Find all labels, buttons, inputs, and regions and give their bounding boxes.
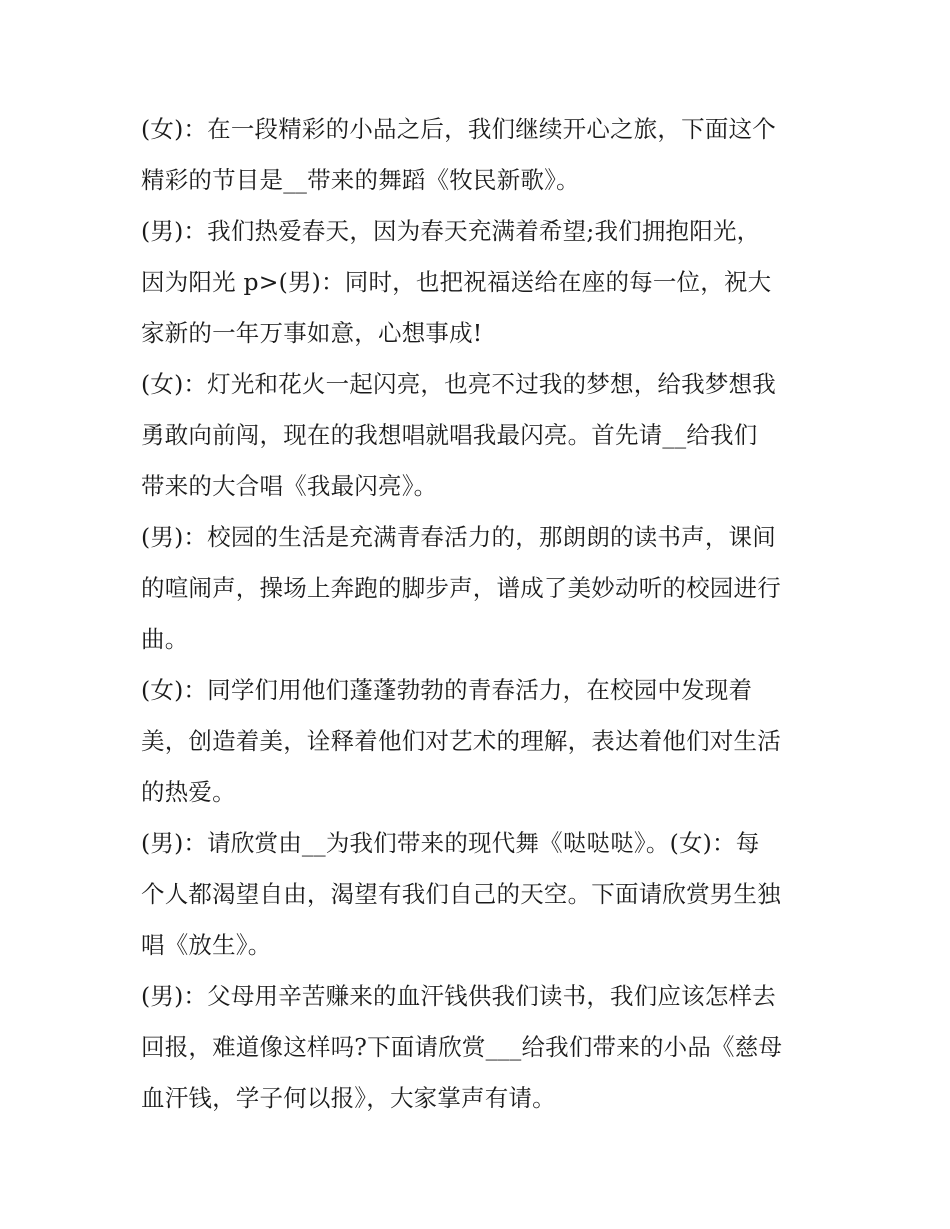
text-line: (男)：请欣赏由__为我们带来的现代舞《哒哒哒》。(女)：每 bbox=[141, 829, 760, 857]
text-line: 的喧闹声，操场上奔跑的脚步声，谱成了美妙动听的校园进行 bbox=[141, 574, 781, 602]
text-line: (男)：父母用辛苦赚来的血汗钱供我们读书，我们应该怎样去 bbox=[141, 982, 776, 1010]
text-line: (女)：灯光和花火一起闪亮，也亮不过我的梦想，给我梦想我 bbox=[141, 370, 776, 398]
text-line: 精彩的节目是__带来的舞蹈《牧民新歌》。 bbox=[141, 166, 580, 194]
text-line: 个人都渴望自由，渴望有我们自己的天空。下面请欣赏男生独 bbox=[141, 880, 781, 908]
text-line: 唱《放生》。 bbox=[141, 931, 272, 959]
text-line: 因为阳光 p>(男)：同时，也把祝福送给在座的每一位，祝大 bbox=[141, 268, 772, 296]
text-line: 家新的一年万事如意，心想事成! bbox=[141, 319, 483, 347]
text-line: 美，创造着美，诠释着他们对艺术的理解，表达着他们对生活 bbox=[141, 727, 781, 755]
text-line: (女)：同学们用他们蓬蓬勃勃的青春活力，在校园中发现着 bbox=[141, 676, 753, 704]
text-line: 回报，难道像这样吗?下面请欣赏___给我们带来的小品《慈母 bbox=[141, 1033, 783, 1061]
text-line: 勇敢向前闯，现在的我想唱就唱我最闪亮。首先请__给我们 bbox=[141, 421, 758, 449]
text-line: 的热爱。 bbox=[141, 778, 236, 806]
text-line: (男)：校园的生活是充满青春活力的，那朗朗的读书声，课间 bbox=[141, 523, 776, 551]
text-line: (女)：在一段精彩的小品之后，我们继续开心之旅，下面这个 bbox=[141, 115, 776, 143]
document-body bbox=[141, 104, 816, 1124]
text-line: 血汗钱，学子何以报》，大家掌声有请。 bbox=[141, 1084, 556, 1112]
text-line: 带来的大合唱《我最闪亮》。 bbox=[141, 472, 438, 500]
text-line: 曲。 bbox=[141, 625, 189, 653]
text-line: (男)：我们热爱春天，因为春天充满着希望;我们拥抱阳光， bbox=[141, 217, 761, 245]
